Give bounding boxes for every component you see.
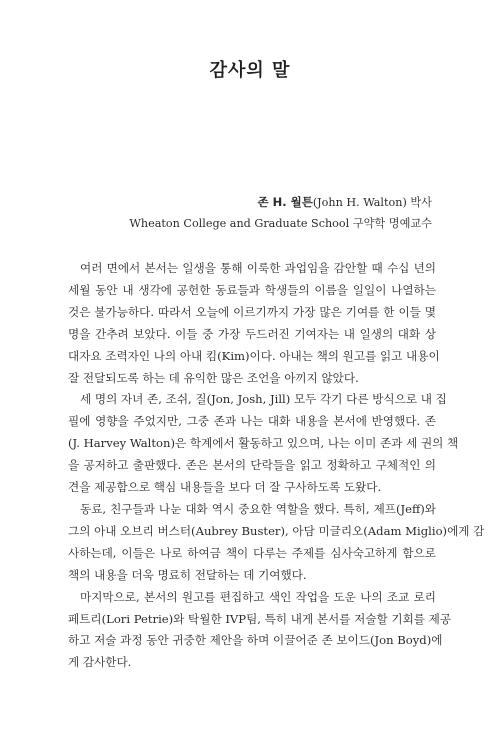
text-line: 세 명의 자녀 존, 조쉬, 질(Jon, Josh, Jill) 모두 각기 다른 방식으로 내 집 [80, 392, 447, 407]
paragraph-1 [68, 258, 440, 389]
text-line: 것은 불가능하다. 따라서 오늘에 이르기까지 가장 많은 기여를 한 이들 몇 [68, 304, 436, 319]
author-name-english: (John H. Walton) [312, 196, 407, 209]
author-affiliation: Wheaton College and Graduate School 구약학 명예교수 [129, 217, 432, 230]
text-line: 게 감사한다. [68, 655, 132, 670]
text-line: 여러 면에서 본서는 일생을 통해 이룩한 과업임을 감안할 때 수십 년의 [80, 261, 436, 275]
text-line: 잘 전달되도록 하는 데 유익한 많은 조언을 아끼지 않았다. [68, 370, 359, 385]
text-line: 그의 아내 오브리 버스터(Aubrey Buster), 아담 미글리오(Adam Miglio)에게 감 [68, 523, 485, 538]
text-line: 하고 저술 과정 동안 귀중한 제안을 하며 이끌어준 존 보이드(Jon Boyd)에 [68, 633, 443, 648]
text-line: 마지막으로, 본서의 원고를 편집하고 색인 작업을 도운 나의 조교 로리 [80, 589, 436, 604]
page-title: 감사의 말 [209, 60, 291, 81]
text-line: 세월 동안 내 생각에 공헌한 동료들과 학생들의 이름을 일일이 나열하는 [68, 282, 436, 297]
body-text [68, 258, 485, 674]
text-line: 사하는데, 이들은 나로 하여금 책이 다루는 주제를 심사숙고하게 함으로 [68, 545, 436, 560]
text-line: 견을 제공함으로 핵심 내용들을 보다 더 잘 구사하도록 도왔다. [68, 480, 382, 495]
paragraph-2 [68, 389, 459, 499]
paragraph-3 [68, 499, 485, 587]
text-line: (J. Harvey Walton)은 학계에서 활동하고 있으며, 나는 이미 존과 세 권의 책 [68, 436, 459, 451]
paragraph-4 [68, 587, 452, 675]
author-role: 박사 [410, 196, 432, 209]
text-line: 필에 영향을 주었지만, 그중 존과 나는 대화 내용을 본서에 반영했다. 존 [68, 414, 436, 429]
text-line: 을 공저하고 출판했다. 존은 본서의 단락들을 읽고 정확하고 구체적인 의 [68, 458, 436, 473]
text-line: 책의 내용을 더욱 명료히 전달하는 데 기여했다. [68, 567, 307, 582]
text-line: 명을 간추려 보았다. 이들 중 가장 두드러진 기여자는 내 일생의 대화 상 [68, 326, 436, 341]
author-line [129, 192, 432, 213]
text-line: 페트리(Lori Petrie)와 탁월한 IVP팀, 특히 내게 본서를 저술할 기회를 제공 [68, 611, 452, 626]
author-block [129, 192, 432, 234]
author-name: 존 H. 월튼 [257, 195, 313, 209]
text-line: 대자요 조력자인 나의 아내 킴(Kim)이다. 아내는 책의 원고를 읽고 내용이 [68, 348, 440, 363]
text-line: 동료, 친구들과 나눈 대화 역시 중요한 역할을 했다. 특히, 제프(Jeff)와 [80, 501, 436, 516]
